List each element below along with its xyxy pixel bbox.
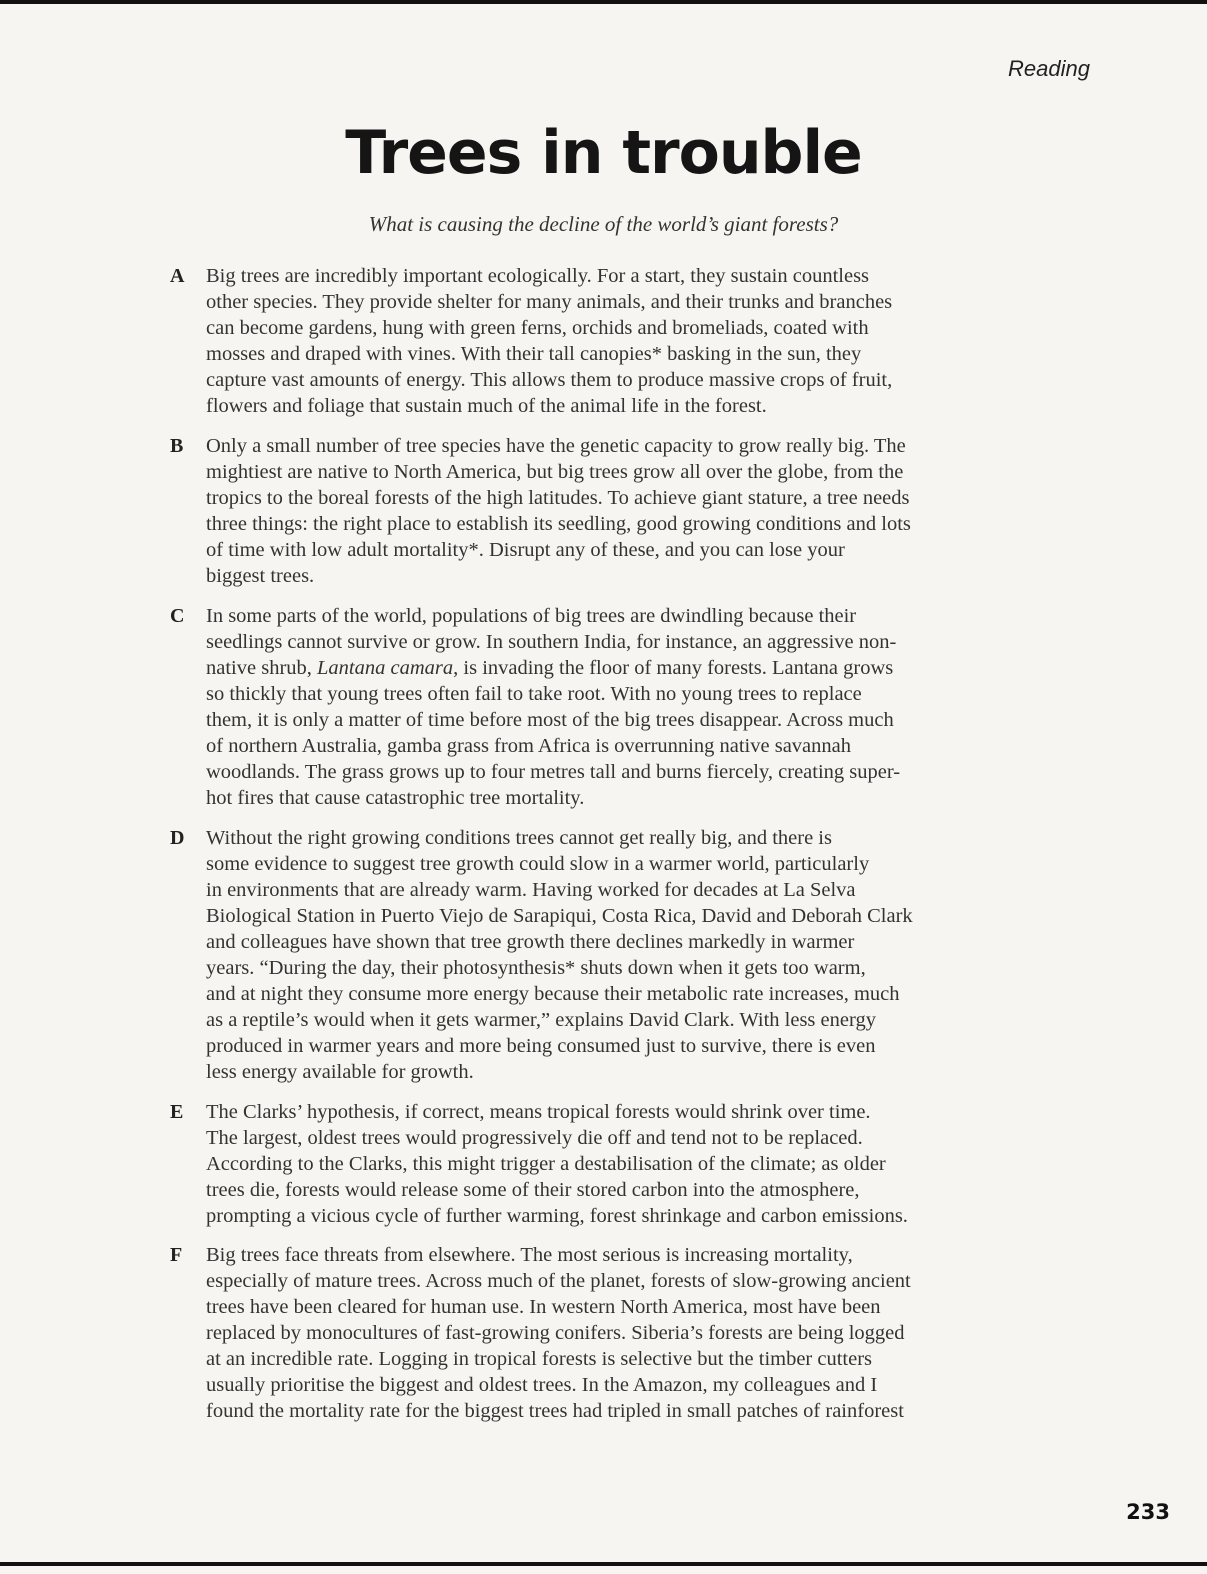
text-line: of time with low adult mortality*. Disrupt any of these, and you can lose your [206,539,845,561]
text-line: prompting a vicious cycle of further warming, forest shrinkage and carbon emissions. [206,1205,908,1227]
text-line: native shrub, Lantana camara, is invading the floor of many forests. Lantana grows [206,657,894,679]
text-line: Big trees are incredibly important ecologically. For a start, they sustain countless [206,265,870,287]
paragraph-text [206,825,1050,1085]
paragraph-text [206,603,1050,811]
paragraph-text [206,1242,1050,1424]
text-line: seedlings cannot survive or grow. In southern India, for instance, an aggressive non- [206,631,897,653]
paragraph-text [206,433,1050,589]
text-line: and at night they consume more energy because their metabolic rate increases, much [206,983,900,1005]
paragraph-c [170,603,1050,811]
text-line: hot fires that cause catastrophic tree mortality. [206,787,585,809]
text-line: three things: the right place to establish its seedling, good growing conditions and lots [206,513,911,535]
text-line: flowers and foliage that sustain much of the animal life in the forest. [206,395,767,417]
text-line: as a reptile’s would when it gets warmer,” explains David Clark. With less energy [206,1009,876,1031]
section-label: Reading [1008,56,1090,81]
subtitle: What is causing the decline of the world’s giant forests? [368,212,839,236]
paragraph-e [170,1099,1050,1229]
text-line: so thickly that young trees often fail to take root. With no young trees to replace [206,683,862,705]
page-title: Trees in trouble [345,118,862,188]
top-rule [0,0,1207,4]
text-line: The largest, oldest trees would progressively die off and tend not to be replaced. [206,1127,863,1149]
text-line: The Clarks’ hypothesis, if correct, means tropical forests would shrink over time. [206,1101,871,1123]
text-line: other species. They provide shelter for many animals, and their trunks and branches [206,291,893,313]
text-line: trees die, forests would release some of their stored carbon into the atmosphere, [206,1179,860,1201]
paragraph-letter: D [170,827,185,849]
text-line: In some parts of the world, populations of big trees are dwindling because their [206,605,857,627]
text-line: According to the Clarks, this might trigger a destabilisation of the climate; as older [206,1153,886,1175]
paragraph-letter: B [170,435,184,457]
text-line: found the mortality rate for the biggest trees had tripled in small patches of rainforest [206,1400,904,1422]
text-line: trees have been cleared for human use. In western North America, most have been [206,1296,881,1318]
text-line: can become gardens, hung with green ferns, orchids and bromeliads, coated with [206,317,869,339]
text-line: Without the right growing conditions trees cannot get really big, and there is [206,827,832,849]
text-line: replaced by monocultures of fast-growing conifers. Siberia’s forests are being logged [206,1322,905,1344]
paragraph-letter: F [170,1244,183,1266]
paragraph-letter: A [170,265,185,287]
text-line: usually prioritise the biggest and oldest trees. In the Amazon, my colleagues and I [206,1374,878,1396]
paragraph-text [206,263,1050,419]
text-line: mosses and draped with vines. With their tall canopies* basking in the sun, they [206,343,862,365]
text-line: Biological Station in Puerto Viejo de Sarapiqui, Costa Rica, David and Deborah Clark [206,905,913,927]
text-line: less energy available for growth. [206,1061,474,1083]
bottom-rule [0,1562,1207,1566]
text-line: Only a small number of tree species have the genetic capacity to grow really big. The [206,435,906,457]
text-line: Big trees face threats from elsewhere. The most serious is increasing mortality, [206,1244,853,1266]
text-line: some evidence to suggest tree growth could slow in a warmer world, particularly [206,853,870,875]
text-line: of northern Australia, gamba grass from Africa is overrunning native savannah [206,735,851,757]
text-line: years. “During the day, their photosynthesis* shuts down when it gets too warm, [206,957,866,979]
page-number: 233 [1126,1500,1170,1524]
paragraph-letter: E [170,1101,184,1123]
paragraph-b [170,433,1050,589]
paragraph-d [170,825,1050,1085]
text-line: woodlands. The grass grows up to four metres tall and burns fiercely, creating super- [206,761,901,783]
text-line: in environments that are already warm. Having worked for decades at La Selva [206,879,856,901]
text-line: especially of mature trees. Across much of the planet, forests of slow-growing ancient [206,1270,911,1292]
text-line: tropics to the boreal forests of the high latitudes. To achieve giant stature, a tree needs [206,487,910,509]
text-line: them, it is only a matter of time before most of the big trees disappear. Across much [206,709,894,731]
text-line: produced in warmer years and more being consumed just to survive, there is even [206,1035,876,1057]
paragraph-letter: C [170,605,185,627]
text-line: biggest trees. [206,565,315,587]
paragraph-text [206,1099,1050,1229]
text-line: mightiest are native to North America, but big trees grow all over the globe, from the [206,461,904,483]
text-line: at an incredible rate. Logging in tropical forests is selective but the timber cutters [206,1348,873,1370]
paragraph-a [170,263,1050,419]
text-line: capture vast amounts of energy. This allows them to produce massive crops of fruit, [206,369,893,391]
paragraph-f [170,1242,1050,1424]
text-line: and colleagues have shown that tree growth there declines markedly in warmer [206,931,855,953]
